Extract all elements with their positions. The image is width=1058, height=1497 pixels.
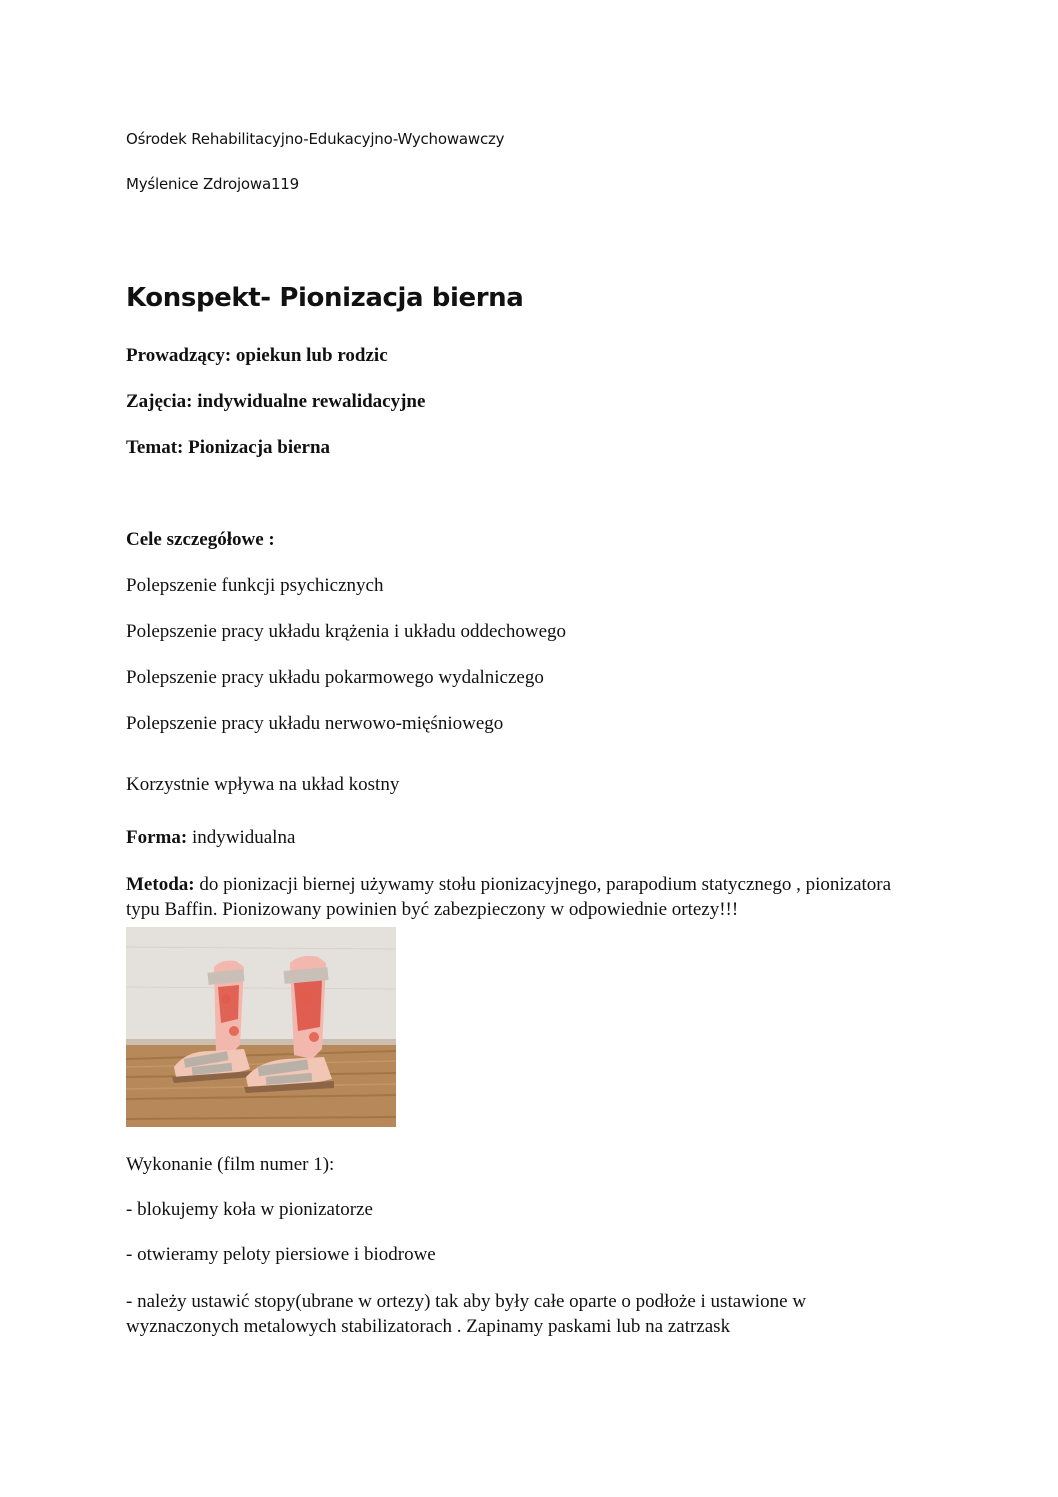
goals-heading: Cele szczegółowe : [126,529,275,550]
wall [126,927,396,1045]
goal-item: Polepszenie pracy układu pokarmowego wydalniczego [126,667,544,688]
leader-line: Prowadzący: opiekun lub rodzic [126,345,388,366]
execution-step: - otwieramy peloty piersiowe i biodrowe [126,1244,436,1265]
goal-item: Polepszenie pracy układu nerwowo-mięśniowego [126,713,504,734]
execution-step: - blokujemy koła w pionizatorze [126,1199,373,1220]
method-label: Metoda: [126,874,195,895]
goal-item: Polepszenie funkcji psychicznych [126,575,384,596]
form-value: indywidualna [187,827,296,848]
institution-name: Ośrodek Rehabilitacyjno-Edukacyjno-Wychowawczy [126,130,505,148]
form-label: Forma: [126,827,188,848]
execution-step: - należy ustawić stopy(ubrane w ortezy) tak aby były całe oparte o podłoże i ustawione w wyznaczonych metalowych stabilizatorach . Zapinamy paskami lub na zatrzask [126,1291,807,1337]
topic-line: Temat: Pionizacja bierna [126,437,331,458]
method-text: do pionizacji biernej używamy stołu pionizacyjnego, parapodium statycznego , pionizatora typu Baffin. Pionizowany powinien być zabezpieczony w odpowiednie ortezy!!! [126,874,892,920]
execution-heading: Wykonanie (film numer 1): [126,1154,335,1175]
institution-address: Myślenice Zdrojowa119 [126,175,299,193]
orthoses-illustration [126,927,396,1127]
goal-item: Polepszenie pracy układu krążenia i układu oddechowego [126,621,567,642]
form-line [126,825,295,850]
orthoses-photo [126,927,396,1127]
goal-item: Korzystnie wpływa na układ kostny [126,774,400,795]
classes-line: Zajęcia: indywidualne rewalidacyjne [126,391,426,412]
method-paragraph [126,872,916,922]
page-title: Konspekt- Pionizacja bierna [126,283,524,313]
